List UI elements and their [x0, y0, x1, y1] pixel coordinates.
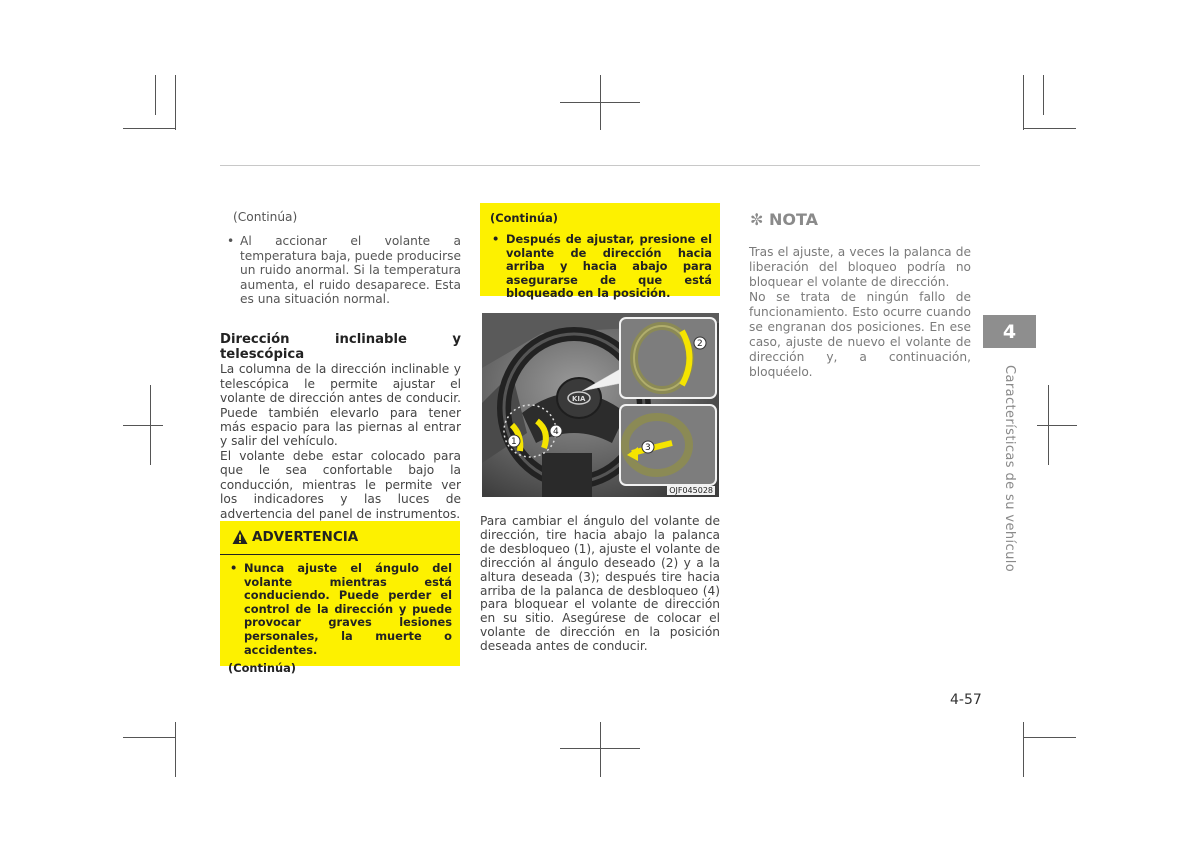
crop-mark [123, 737, 176, 738]
continued-label: (Continúa) [490, 211, 558, 225]
callout-1: 1 [511, 437, 517, 447]
list-item-text: Al accionar el volante a temperatura baja, puede producirse un ruido anormal. Si la temperatura aumenta, el ruido desaparece. Esta es una situación normal. [240, 234, 461, 307]
continued-label: (Continúa) [228, 661, 296, 676]
warning-title: ADVERTENCIA [252, 529, 359, 545]
note-title: NOTA [768, 210, 819, 229]
divider [220, 554, 460, 555]
paragraph: No se trata de ningún fallo de funcionamiento. Esto ocurre cuando se engranan dos posiciones. En ese caso, ajuste de nuevo el volante de dirección y, a continuación, bloquéelo. [749, 290, 971, 379]
section-title: Dirección inclinable y telescópica [220, 332, 461, 363]
warning-triangle-icon [232, 529, 248, 545]
bullet-icon: • [492, 232, 500, 246]
continued-label: (Continúa) [233, 210, 298, 224]
crop-mark [175, 75, 176, 130]
crop-mark [1023, 737, 1076, 738]
list-item [228, 562, 452, 657]
asterisk-icon: ✼ [750, 210, 764, 229]
callout-2: 2 [697, 339, 703, 349]
steering-wheel-figure [482, 313, 719, 497]
paragraph: El volante debe estar colocado para que le sea confortable bajo la conducción, mientras le permite ver los indicadores y las luces de advertencia del panel de instrumentos. [220, 448, 461, 521]
warning-text: Después de ajustar, presione el volante de dirección hacia arriba y hacia abajo para asegurarse de que está bloqueado en la posición. [506, 232, 712, 301]
warning-text: Nunca ajuste el ángulo del volante mientras está conduciendo. Puede perder el control de la dirección y puede provocar graves lesiones personales, la muerte o accidentes. [244, 561, 452, 657]
crop-mark [1023, 128, 1076, 129]
warning-header [232, 529, 452, 545]
crop-mark [123, 425, 163, 426]
crop-mark [150, 385, 151, 465]
crop-mark [1023, 75, 1024, 130]
steering-wheel-illustration [482, 313, 719, 497]
crop-mark [1048, 385, 1049, 465]
crop-mark [123, 128, 176, 129]
callout-4: 4 [553, 427, 559, 437]
note-body [749, 245, 971, 380]
list-item [227, 234, 461, 306]
warning-continued-box [480, 203, 720, 301]
paragraph: Para cambiar el ángulo del volante de dirección, tire hacia abajo la palanca de desbloqueo (1), ajuste el volante de dirección al ángulo deseado (2) y a la altura deseada (3); después tire hacia arriba de la palanca de desbloqueo (4) para bloquear el volante de dirección en su sitio. Asegúrese de colocar el volante de dirección en la posición deseada antes de conducir. [480, 514, 720, 654]
crop-mark [155, 75, 156, 115]
header-rule [220, 165, 980, 166]
figure-code: OJF045028 [669, 486, 713, 495]
page-number: 4-57 [950, 692, 982, 708]
list-item [490, 233, 712, 301]
crop-mark [1023, 722, 1024, 777]
crop-mark [600, 75, 601, 130]
paragraph: Tras el ajuste, a veces la palanca de liberación del bloqueo podría no bloquear el volante de dirección. [749, 245, 971, 289]
chapter-tab: 4 [983, 315, 1036, 348]
callout-3: 3 [645, 443, 651, 453]
bullet-icon: • [227, 234, 235, 249]
note-header [750, 210, 818, 229]
bullet-icon: • [230, 561, 238, 575]
crop-mark [175, 722, 176, 777]
warning-box [220, 521, 460, 676]
left-column [220, 210, 461, 521]
crop-mark [1037, 425, 1077, 426]
svg-text:KIA: KIA [572, 395, 586, 403]
chapter-title: Características de su vehículo [1002, 365, 1017, 573]
crop-mark [1043, 75, 1044, 115]
crop-mark [600, 722, 601, 777]
paragraph: La columna de la dirección inclinable y telescópica le permite ajustar el volante de dirección antes de conducir. Puede también elevarlo para tener más espacio para las piernas al entrar y salir del vehículo. [220, 362, 461, 449]
